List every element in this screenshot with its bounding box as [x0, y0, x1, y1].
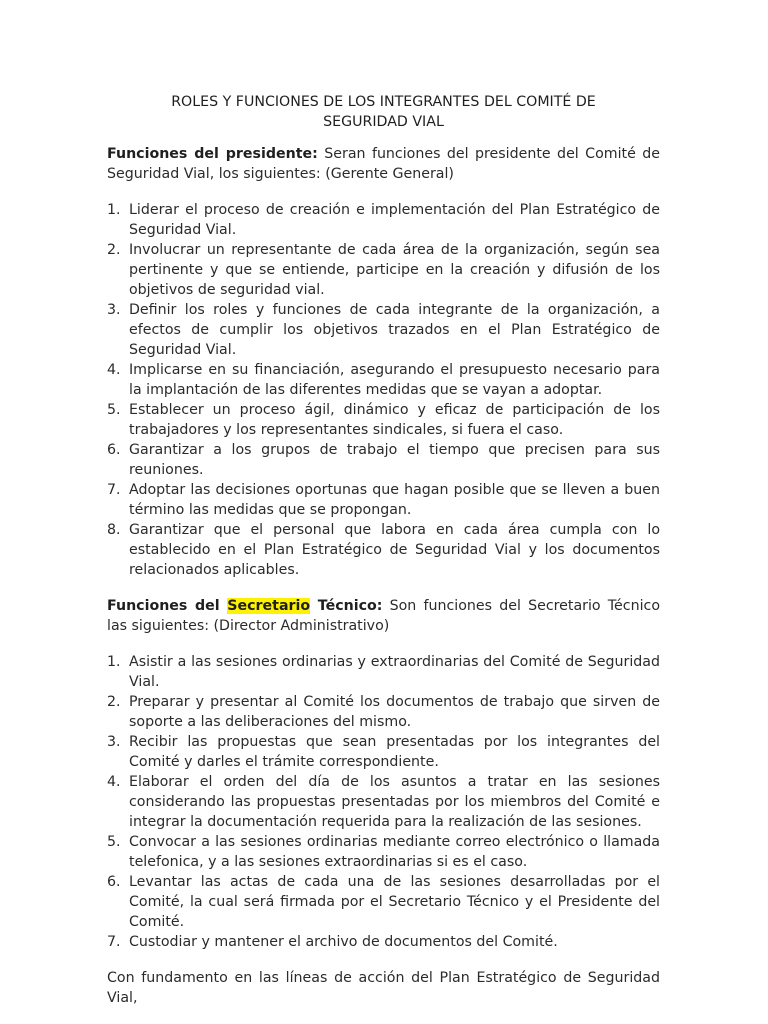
highlighted-word: Secretario [227, 598, 311, 614]
list-item [107, 240, 660, 300]
title-line-2: SEGURIDAD VIAL [323, 114, 444, 130]
section-secretary-intro [107, 596, 660, 636]
list-item-text: Involucrar un representante de cada área de la organización, según sea pertinente y que se entiende, participe en la creación y difusión de los objetivos de seguridad vial. [129, 242, 660, 298]
list-number: 7. [107, 934, 121, 950]
list-number: 2. [107, 242, 121, 258]
list-number: 6. [107, 442, 121, 458]
list-item-text: Recibir las propuestas que sean presentadas por los integrantes del Comité y darles el trámite correspondiente. [129, 734, 660, 770]
list-item [107, 520, 660, 580]
list-item [107, 480, 660, 520]
list-item [107, 772, 660, 832]
list-item-text: Elaborar el orden del día de los asuntos a tratar en las sesiones considerando las propuestas presentadas por los miembros del Comité e integrar la documentación requerida para la realización de las sesiones. [129, 774, 660, 830]
list-item-text: Garantizar a los grupos de trabajo el tiempo que precisen para sus reuniones. [129, 442, 660, 478]
list-number: 4. [107, 774, 121, 790]
section-president-text: Seran funciones del presidente del Comité de Seguridad Vial, los siguientes: (Gerente General) [107, 146, 660, 182]
list-item-text: Adoptar las decisiones oportunas que hagan posible que se lleven a buen término las medidas que se propongan. [129, 482, 660, 518]
heading-pre: Funciones del [107, 598, 220, 614]
list-item-text: Establecer un proceso ágil, dinámico y eficaz de participación de los trabajadores y los representantes sindicales, si fuera el caso. [129, 402, 660, 438]
section-president-heading: Funciones del presidente: [107, 146, 318, 162]
section-secretary-heading [107, 598, 382, 614]
list-number: 4. [107, 362, 121, 378]
list-number: 1. [107, 202, 121, 218]
list-item [107, 932, 660, 952]
list-item-text: Custodiar y mantener el archivo de documentos del Comité. [129, 934, 558, 950]
list-item [107, 692, 660, 732]
list-item [107, 832, 660, 872]
list-item [107, 652, 660, 692]
list-number: 5. [107, 834, 121, 850]
list-number: 2. [107, 694, 121, 710]
list-item-text: Implicarse en su financiación, asegurando el presupuesto necesario para la implantación de las diferentes medidas que se vayan a adoptar. [129, 362, 660, 398]
list-item [107, 732, 660, 772]
list-item-text: Preparar y presentar al Comité los documentos de trabajo que sirven de soporte a las deliberaciones del mismo. [129, 694, 660, 730]
list-item [107, 300, 660, 360]
list-item-text: Garantizar que el personal que labora en cada área cumpla con lo establecido en el Plan Estratégico de Seguridad Vial y los documentos relacionados aplicables. [129, 522, 660, 578]
section-secretary-text: Son funciones del Secretario Técnico las siguientes: (Director Administrativo) [107, 598, 660, 634]
list-number: 3. [107, 302, 121, 318]
list-item [107, 200, 660, 240]
section-president-intro [107, 144, 660, 184]
list-item-text: Convocar a las sesiones ordinarias mediante correo electrónico o llamada telefonica, y a las sesiones extraordinarias si es el caso. [129, 834, 660, 870]
list-item [107, 360, 660, 400]
list-number: 3. [107, 734, 121, 750]
list-item-text: Levantar las actas de cada una de las sesiones desarrolladas por el Comité, la cual será firmada por el Secretario Técnico y el Presidente del Comité. [129, 874, 660, 930]
list-number: 5. [107, 402, 121, 418]
heading-post: Técnico: [317, 598, 383, 614]
list-item-text: Definir los roles y funciones de cada integrante de la organización, a efectos de cumplir los objetivos trazados en el Plan Estratégico de Seguridad Vial. [129, 302, 660, 358]
president-functions-list [107, 200, 660, 580]
list-number: 6. [107, 874, 121, 890]
list-number: 7. [107, 482, 121, 498]
document-title [107, 92, 660, 132]
list-number: 8. [107, 522, 121, 538]
list-item [107, 872, 660, 932]
list-item-text: Asistir a las sesiones ordinarias y extraordinarias del Comité de Seguridad Vial. [129, 654, 660, 690]
list-item [107, 440, 660, 480]
title-line-1: ROLES Y FUNCIONES DE LOS INTEGRANTES DEL COMITÉ DE [171, 94, 596, 110]
list-item [107, 400, 660, 440]
closing-paragraph: Con fundamento en las líneas de acción del Plan Estratégico de Seguridad Vial, [107, 970, 660, 1006]
list-item-text: Liderar el proceso de creación e implementación del Plan Estratégico de Seguridad Vial. [129, 202, 660, 238]
secretary-functions-list [107, 652, 660, 952]
list-number: 1. [107, 654, 121, 670]
